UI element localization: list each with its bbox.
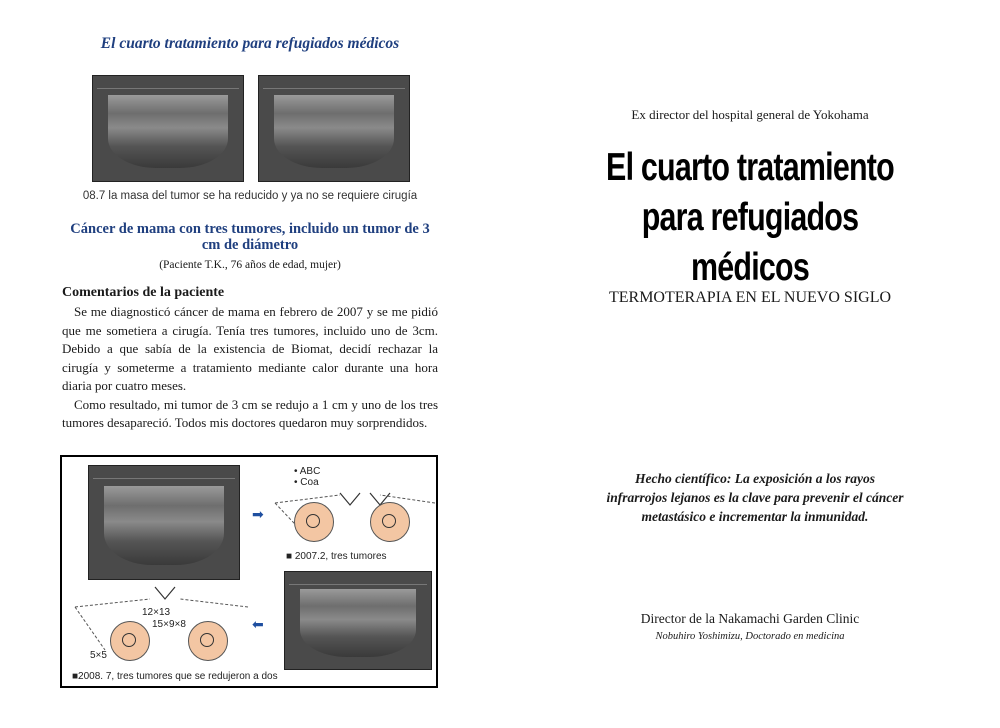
tumor-size-15x9x8: 15×9×8 bbox=[152, 619, 186, 630]
legend-coa: • Coa bbox=[294, 477, 319, 488]
tumor-size-12x13: 12×13 bbox=[142, 607, 171, 618]
comment-paragraph: Como resultado, mi tumor de 3 cm se redujo a 1 cm y uno de los tres tumores desapareció. Todos mis doctores quedaron muy sorprendidos. bbox=[62, 396, 438, 430]
legend-abc: • ABC bbox=[294, 466, 321, 477]
cover-title: El cuarto tratamiento para refugiados médicos bbox=[606, 146, 894, 289]
tumor-size-5x5: 5×5 bbox=[90, 650, 107, 661]
clinic-director: Director de la Nakamachi Garden Clinic bbox=[640, 611, 860, 626]
breast-right-2008 bbox=[188, 621, 228, 661]
ultrasound-image-2008 bbox=[284, 571, 432, 670]
ex-director-line: Ex director del hospital general de Yokohama bbox=[631, 107, 869, 122]
ultrasound-image-2007 bbox=[88, 465, 240, 580]
case-figure bbox=[60, 455, 438, 688]
breast-left-2007 bbox=[294, 502, 334, 542]
comments-heading: Comentarios de la paciente bbox=[62, 285, 225, 300]
cover-subtitle: TERMOTERAPIA EN EL NUEVO SIGLO bbox=[608, 289, 892, 306]
figure-caption-2008: ■2008. 7, tres tumores que se redujeron a dos bbox=[72, 671, 278, 682]
breast-left-2008 bbox=[110, 621, 150, 661]
ultrasound-caption: 08.7 la masa del tumor se ha reducido y ya no se requiere cirugía bbox=[82, 190, 418, 202]
arrow-left-icon: ⬅ bbox=[252, 617, 264, 633]
arrow-right-icon: ➡ bbox=[252, 507, 264, 523]
ultrasound-image-before bbox=[92, 75, 244, 182]
scientific-fact: Hecho científico: La exposición a los rayos infrarrojos lejanos es la clave para prevenir el cáncer metastásico e incrementar la inmunidad. bbox=[606, 471, 904, 524]
author-name: Nobuhiro Yoshimizu, Doctorado en medicina bbox=[655, 631, 845, 642]
patient-info: (Paciente T.K., 76 años de edad, mujer) bbox=[159, 259, 341, 271]
case-title: Cáncer de mama con tres tumores, incluido un tumor de 3 cm de diámetro bbox=[70, 221, 430, 253]
comment-paragraph: Se me diagnosticó cáncer de mama en febrero de 2007 y se me pidió que me sometiera a cirugía. Tenía tres tumores, incluido uno de 3cm. Debido a que sabía de la existencia de Biomat, decidí rechazar la cirugía y someterme a tratamiento mediante calor durante una hora diaria por cuatro meses. bbox=[62, 304, 438, 393]
breast-right-2007 bbox=[370, 502, 410, 542]
patient-comments bbox=[62, 303, 438, 433]
figure-caption-2007: ■ 2007.2, tres tumores bbox=[286, 551, 387, 562]
left-page-title: El cuarto tratamiento para refugiados médicos bbox=[100, 35, 400, 52]
ultrasound-image-after bbox=[258, 75, 410, 182]
